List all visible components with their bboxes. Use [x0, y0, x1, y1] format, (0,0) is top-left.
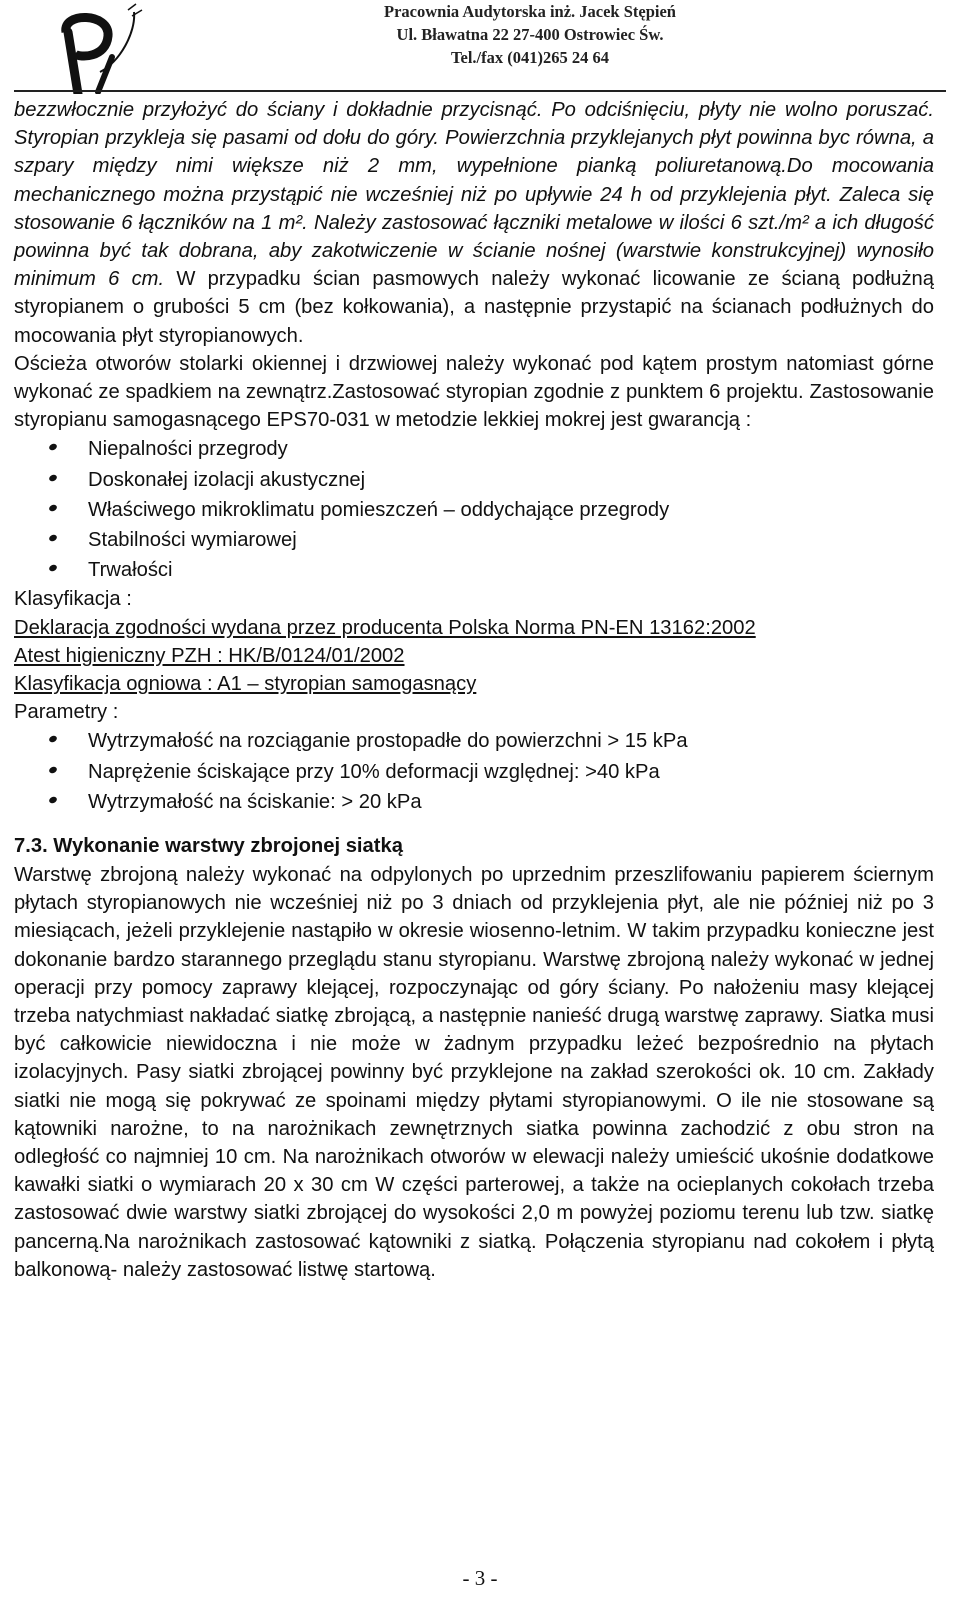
list-item	[14, 787, 934, 817]
paragraph-installation	[14, 96, 934, 350]
guarantee-list	[14, 434, 934, 585]
bullet-icon	[48, 564, 58, 573]
list-item	[14, 757, 934, 787]
paragraph-reveals: Ościeża otworów stolarki okiennej i drzwiowej należy wykonać pod kątem prostym natomiast górne wykonać ze spadkiem na zewnątrz.Zastosować styropian zgodnie z punktem 6 projektu. Zastosowanie styropianu samogasnącego EPS70-031 w metodzie lekkiej mokrej jest gwarancją :	[14, 352, 934, 432]
list-item-text: Doskonałej izolacji akustycznej	[88, 468, 366, 491]
document-body	[14, 96, 934, 1284]
parameters-list	[14, 726, 934, 817]
list-item-text: Niepalności przegrody	[88, 438, 288, 461]
bullet-icon	[48, 795, 58, 804]
company-address: Ul. Bławatna 22 27-400 Ostrowiec Św.	[396, 25, 664, 44]
classification-label: Klasyfikacja :	[14, 588, 132, 611]
bullet-icon	[48, 735, 58, 744]
page-header	[0, 0, 960, 95]
bullet-icon	[48, 765, 58, 774]
bullet-icon	[48, 443, 58, 452]
list-item	[14, 495, 934, 525]
company-logo	[40, 2, 150, 94]
section-heading: 7.3. Wykonanie warstwy zbrojonej siatką	[14, 834, 403, 857]
list-item-text: Naprężenie ściskające przy 10% deformacji względnej: >40 kPa	[88, 760, 660, 783]
hygiene-certificate-line: Atest higieniczny PZH : HK/B/0124/01/2002	[14, 644, 405, 667]
list-item-text: Stabilności wymiarowej	[88, 529, 297, 551]
list-item	[14, 525, 934, 555]
list-item-text: Wytrzymałość na ściskanie: > 20 kPa	[88, 790, 422, 813]
list-item	[14, 555, 934, 585]
header-divider	[14, 90, 946, 92]
list-item-text: Trwałości	[88, 559, 173, 582]
bullet-icon	[48, 473, 58, 482]
list-item-text: Właściwego mikroklimatu pomieszczeń – oddychające przegrody	[88, 498, 670, 521]
section-body: Warstwę zbrojoną należy wykonać na odpylonych po uprzednim przeszlifowaniu papierem ściernym płytach styropianowych nie wcześniej niż po 3 dniach od przyklejenia płyt, ale nie później niż po 3 miesiącach, jeżeli przyklejenie nastąpiło w okresie wiosenno-letnim. W takim przypadku konieczne jest dokonanie bardzo starannego przeglądu stanu styropianu. Warstwę zbrojoną należy wykonać w jednej operacji przy pomocy zaprawy klejącej, rozpoczynając od góry ściany. Po nałożeniu masy klejącej trzeba natychmiast nakładać siatkę zbrojącą, a następnie nanieść drugą warstwę zaprawy. Siatka musi być całkowicie niewidoczna i nie może w żadnym przypadku leżeć bezpośrednio na płytach izolacyjnych. Pasy siatki zbrojącej powinny być przyklejone na zakład szerokości ok. 10 cm. Zakłady siatki nie mogą się pokrywać ze spoinami między płytami styropianowymi. O ile nie stosowane są kątowniki narożne, to na narożnikach zewnętrznych siatka powinna zachodzić z obu stron na odległość co najmniej 10 cm. Na narożnikach otworów w elewacji należy umieścić ukośnie dodatkowe kawałki siatki o wymiarach 20 x 30 cm W części parterowej, a także na ocieplanych cokołach trzeba zastosować dwie warstwy siatki zbrojącej do wysokości 2,0 m powyżej poziomu terenu lub tzw. siatkę pancerną.Na narożnikach zastosować kątowniki z siatką. Połączenia styropianu nad cokołem i płytą balkonową- należy zastosować listwę startową.	[14, 863, 934, 1281]
list-item	[14, 434, 934, 464]
declaration-line: Deklaracja zgodności wydana przez producenta Polska Norma PN-EN 13162:2002	[14, 616, 756, 639]
company-info	[220, 0, 840, 69]
list-item	[14, 726, 934, 756]
list-item-text: Wytrzymałość na rozciąganie prostopadłe do powierzchni > 15 kPa	[88, 730, 688, 753]
bullet-icon	[48, 534, 58, 543]
paragraph-installation-normal: W przypadku ścian pasmowych należy wykonać licowanie ze ścianą podłużną styropianem o grubości 5 cm (bez kołkowania), a następnie przystapić na ścianach podłużnych do mocowania płyt styropianowych.	[14, 268, 934, 347]
list-item	[14, 465, 934, 495]
page-number: - 3 -	[462, 1566, 498, 1590]
company-name: Pracownia Audytorska inż. Jacek Stępień	[384, 2, 676, 21]
bullet-icon	[48, 503, 58, 512]
fire-classification-line: Klasyfikacja ogniowa : A1 – styropian samogasnący	[14, 672, 477, 695]
company-phone: Tel./fax (041)265 24 64	[451, 48, 609, 67]
paragraph-installation-italic: bezzwłocznie przyłożyć do ściany i dokładnie przycisnąć. Po odciśnięciu, płyty nie wolno poruszać. Styropian przykleja się pasami od dołu do góry. Powierzchnia przyklejanych płyt powinna byc równa, a szpary między nimi większe niż 2 mm, wypełnione pianką poliuretanową.Do mocowania mechanicznego można przystąpić nie wcześniej niż po upływie 24 h od przyklejenia płyt. Zaleca się stosowanie 6 łączników na 1 m². Należy zastosować łączniki metalowe w ilości 6 szt./m² a ich długość powinna być tak dobrana, aby zakotwiczenie w ścianie nośnej (warstwie konstrukcyjnej) wynosiło minimum 6 cm.	[14, 99, 934, 291]
parameters-label: Parametry :	[14, 701, 119, 724]
